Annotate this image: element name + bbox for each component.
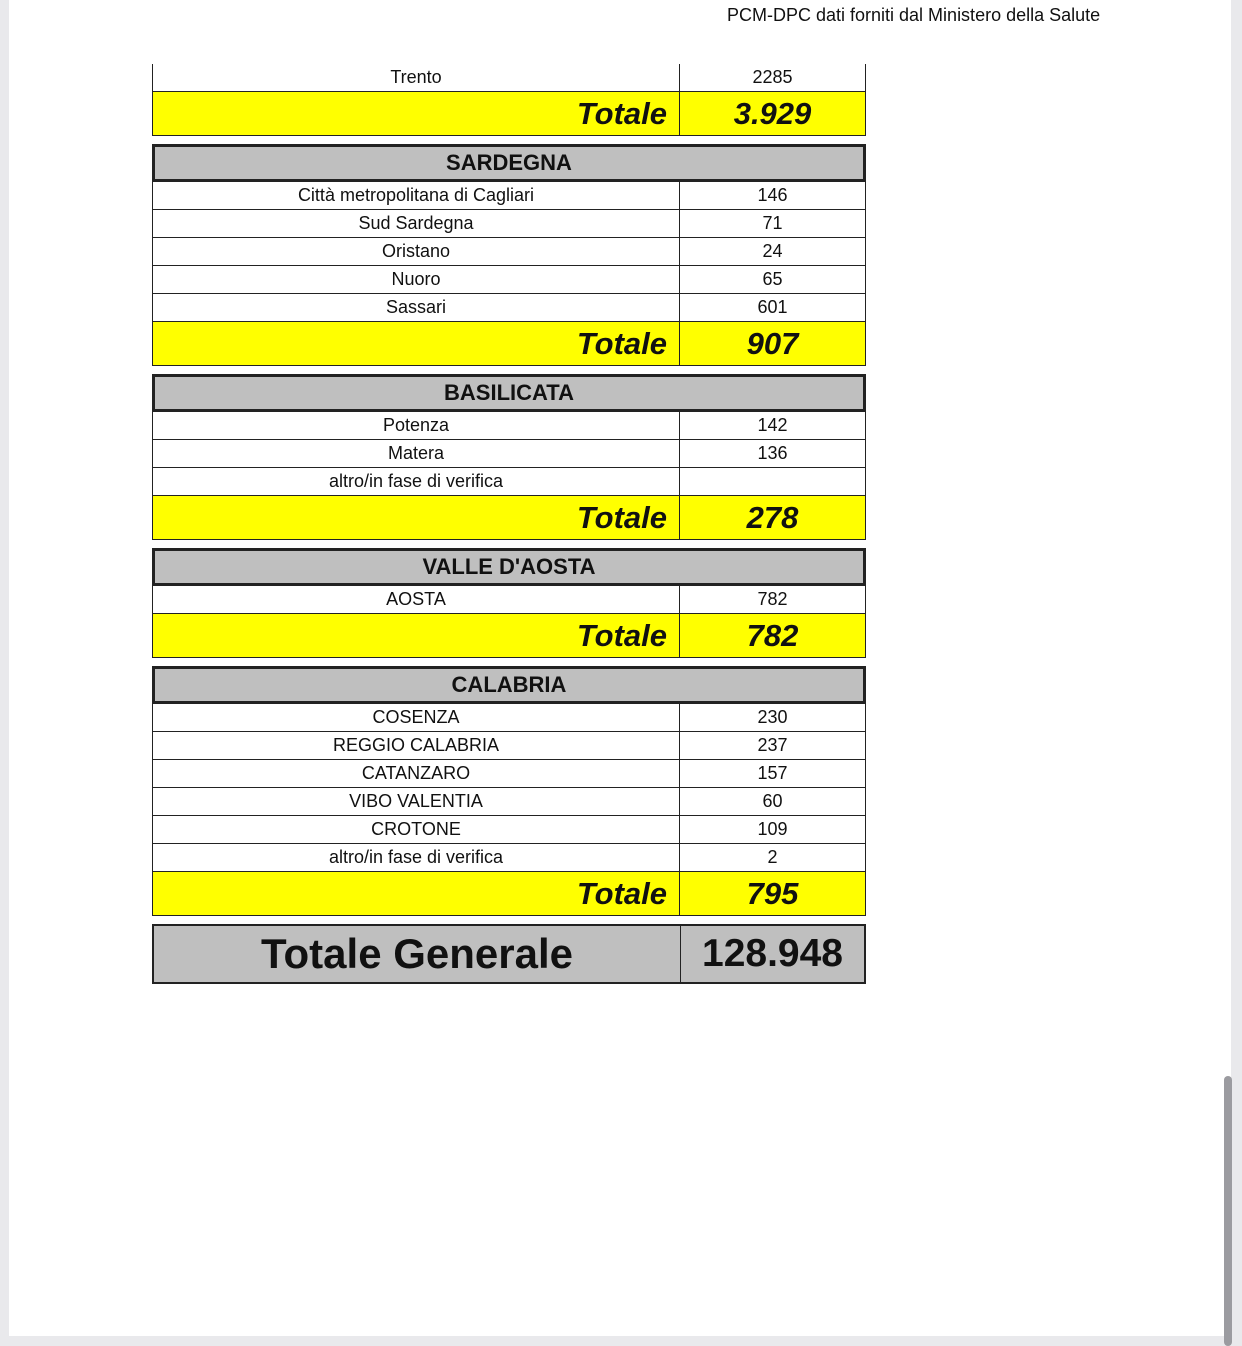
province-name: altro/in fase di verifica	[153, 468, 680, 495]
province-name: CATANZARO	[153, 760, 680, 787]
table-row	[152, 816, 866, 844]
grand-total-label: Totale Generale	[154, 926, 681, 982]
table-row	[152, 586, 866, 614]
province-name: REGGIO CALABRIA	[153, 732, 680, 759]
table-row	[152, 732, 866, 760]
table-row	[152, 412, 866, 440]
total-label: Totale	[153, 872, 680, 915]
province-value: 136	[757, 443, 788, 463]
province-name: Città metropolitana di Cagliari	[153, 182, 680, 209]
table-row	[152, 788, 866, 816]
total-value: 907	[746, 325, 799, 361]
region-total-row	[152, 614, 866, 658]
total-value: 278	[746, 499, 799, 535]
region-header: BASILICATA	[152, 374, 866, 412]
province-name: Sud Sardegna	[153, 210, 680, 237]
province-name: Trento	[153, 64, 680, 91]
region-total-row	[152, 496, 866, 540]
table-row	[152, 266, 866, 294]
province-value: 2285	[752, 67, 793, 87]
province-name: Matera	[153, 440, 680, 467]
total-label: Totale	[153, 322, 680, 365]
total-label: Totale	[153, 92, 680, 135]
total-label: Totale	[153, 496, 680, 539]
table-row	[152, 210, 866, 238]
table-row	[152, 238, 866, 266]
table-row	[152, 64, 866, 92]
cases-table	[152, 64, 866, 984]
province-value: 109	[757, 819, 788, 839]
vertical-scrollbar[interactable]	[1224, 1076, 1232, 1346]
table-row	[152, 704, 866, 732]
table-row	[152, 440, 866, 468]
region-total-row	[152, 92, 866, 136]
province-value: 230	[757, 707, 788, 727]
province-value: 2	[767, 847, 778, 867]
region-total-row	[152, 322, 866, 366]
province-name: Oristano	[153, 238, 680, 265]
region-header: CALABRIA	[152, 666, 866, 704]
province-name: VIBO VALENTIA	[153, 788, 680, 815]
region-header: VALLE D'AOSTA	[152, 548, 866, 586]
total-value: 3.929	[733, 95, 812, 131]
region-header: SARDEGNA	[152, 144, 866, 182]
province-name: CROTONE	[153, 816, 680, 843]
province-value: 65	[762, 269, 783, 289]
source-note: PCM-DPC dati forniti dal Ministero della Salute	[727, 5, 1101, 25]
region-block-valle-daosta	[152, 548, 866, 658]
province-value: 24	[762, 241, 783, 261]
total-value: 795	[746, 875, 799, 911]
province-name: Nuoro	[153, 266, 680, 293]
table-row	[152, 182, 866, 210]
table-row	[152, 760, 866, 788]
region-block-calabria	[152, 666, 866, 916]
province-value: 601	[757, 297, 788, 317]
province-name: COSENZA	[153, 704, 680, 731]
table-row	[152, 294, 866, 322]
region-total-row	[152, 872, 866, 916]
province-value: 157	[757, 763, 788, 783]
province-value: 782	[757, 589, 788, 609]
province-name: Sassari	[153, 294, 680, 321]
province-value: 146	[757, 185, 788, 205]
region-block-trentino	[152, 64, 866, 136]
province-name: altro/in fase di verifica	[153, 844, 680, 871]
province-name: Potenza	[153, 412, 680, 439]
province-value: 237	[757, 735, 788, 755]
province-value: 71	[762, 213, 783, 233]
province-value	[680, 468, 865, 495]
table-row	[152, 844, 866, 872]
region-block-sardegna	[152, 144, 866, 366]
document-page	[9, 0, 1231, 1336]
province-value: 142	[757, 415, 788, 435]
total-value: 782	[746, 617, 799, 653]
province-name: AOSTA	[153, 586, 680, 613]
region-block-basilicata	[152, 374, 866, 540]
grand-total-value: 128.948	[702, 932, 843, 975]
table-row	[152, 468, 866, 496]
province-value: 60	[762, 791, 783, 811]
grand-total-row	[152, 924, 866, 984]
total-label: Totale	[153, 614, 680, 657]
